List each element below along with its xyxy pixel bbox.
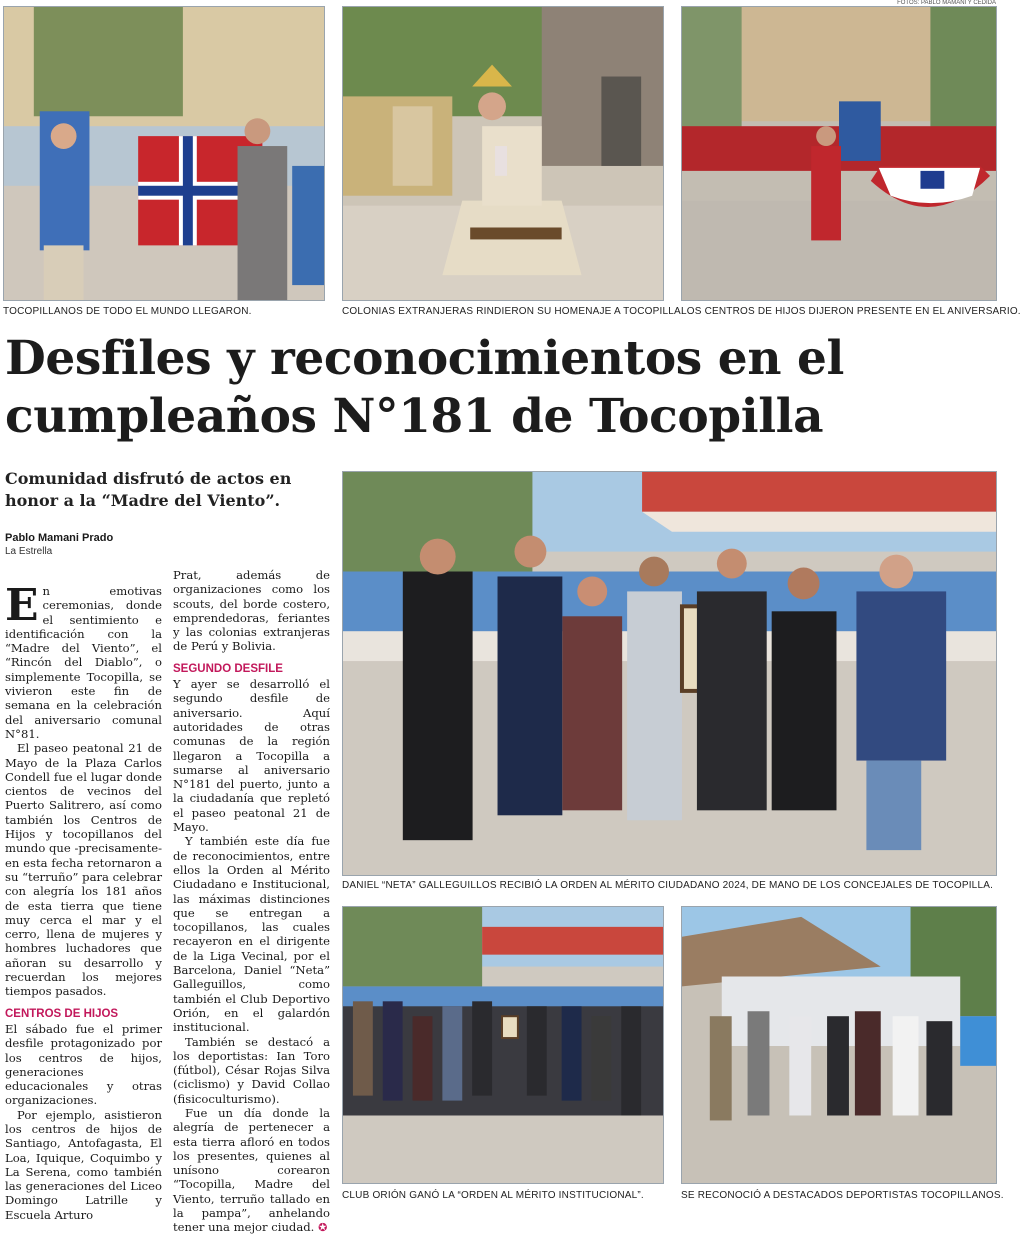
paragraph: Y ayer se desarrolló el segundo desfile de aniversario. Aquí autoridades de otras comunas de la región llegaron a Tocopilla a sumarse al aniversario N°181 del puerto, junto a la ciudadanía que repletó el paseo peatonal 21 de Mayo. xyxy=(173,677,330,835)
paragraph xyxy=(5,580,162,741)
photo-award-ceremony xyxy=(342,471,997,876)
paragraph: Y también este día fue de reconocimientos, entre ellos la Orden al Mérito Ciudadano e Institucional, las máximas distinciones que se entregan a tocopillanos, las cuales recayeron en el dirigente de la Liga Vecinal, por el Barcelona, Daniel “Neta” Galleguillos, como también el Club Deportivo Orión, en el galardón institucional. xyxy=(173,834,330,1035)
caption-bottom-1: CLUB ORIÓN GANÓ LA “ORDEN AL MÉRITO INSTITUCIONAL”. xyxy=(342,1190,644,1201)
caption-main: DANIEL “NETA” GALLEGUILLOS RECIBIÓ LA ORDEN AL MÉRITO CIUDADANO 2024, DE MANO DE LOS CONCEJALES DE TOCOPILLA. xyxy=(342,880,994,891)
section-heading-centros: CENTROS DE HIJOS xyxy=(5,1007,119,1020)
paragraph-text: Fue un día donde la alegría de pertenecer a esta tierra afloró en todos los presentes, quienes al unísono corearon “Tocopilla, Madre del Viento, terruño tallado en la pampa”, anhelando tener una mejor ciudad. xyxy=(173,1105,330,1235)
byline-paper: La Estrella xyxy=(5,546,53,557)
caption-top-2: COLONIAS EXTRANJERAS RINDIERON SU HOMENAJE A TOCOPILLA. xyxy=(342,306,684,317)
byline-author: Pablo Mamani Prado xyxy=(5,532,114,544)
paragraph-text: n emotivas ceremonias, donde el sentimiento e identificación con la “Madre del Viento”, el “Rincón del Diablo”, o simplemente Tocopilla, se vivieron este fin de semana en la celebración del aniversario comunal N°81. xyxy=(5,584,162,741)
paragraph: Prat, además de organizaciones como los scouts, del borde costero, emprendedoras, feriantes y las colonias extranjeras de Perú y Bolivia. xyxy=(173,568,330,654)
paragraph xyxy=(173,1106,330,1236)
paragraph: También se destacó a los deportistas: Ian Toro (fútbol), César Rojas Silva (ciclismo) y David Collao (fisicoculturismo). xyxy=(173,1034,330,1106)
photo-parade-red-uniforms xyxy=(681,6,997,301)
caption-top-1: TOCOPILLANOS DE TODO EL MUNDO LLEGARON. xyxy=(3,306,252,317)
photo-club-orion xyxy=(342,906,664,1184)
paragraph: Por ejemplo, asistieron los centros de hijos de Santiago, Antofagasta, El Loa, Iquique, Coquimbo y La Serena, como también las generaciones del Liceo Domingo Latrille y Escuela Arturo xyxy=(5,1107,162,1222)
photo-flag-bearers xyxy=(3,6,325,301)
photo-folk-dancer xyxy=(342,6,664,301)
end-mark-icon: ✪ xyxy=(318,1221,328,1235)
article-column-2 xyxy=(173,568,330,1236)
subhead: Comunidad disfrutó de actos en honor a la “Madre del Viento”. xyxy=(5,469,292,510)
caption-top-3: LOS CENTROS DE HIJOS DIJERON PRESENTE EN EL ANIVERSARIO. xyxy=(681,306,1021,317)
headline: Desfiles y reconocimientos en el cumpleaños N°181 de Tocopilla xyxy=(5,331,845,444)
paragraph: El sábado fue el primer desfile protagonizado por los centros de hijos, generaciones educacionales y otras organizaciones. xyxy=(5,1021,162,1108)
caption-bottom-2: SE RECONOCIÓ A DESTACADOS DEPORTISTAS TOCOPILLANOS. xyxy=(681,1190,1004,1201)
drop-cap: E xyxy=(5,580,39,631)
section-heading-segundo: SEGUNDO DESFILE xyxy=(173,662,283,675)
article-column-1 xyxy=(5,580,163,1222)
photo-athletes xyxy=(681,906,997,1184)
photo-credit: FOTOS: PABLO MAMANI Y CEDIDA xyxy=(897,0,996,6)
paragraph: El paseo peatonal 21 de Mayo de la Plaza Carlos Condell fue el lugar donde cientos de vecinos del Puerto Salitrero, así como también los Centros de Hijos y tocopillanos del mundo que -precisamente- en esta fecha retornaron a su “terruño” para celebrar con alegría los 181 años de esta tierra que tiene muy cerca el mar y el cerro, llena de mujeres y hombres luchadores que añoran su desarrollo y recuerdan los mejores tiempos pasados. xyxy=(5,741,163,999)
